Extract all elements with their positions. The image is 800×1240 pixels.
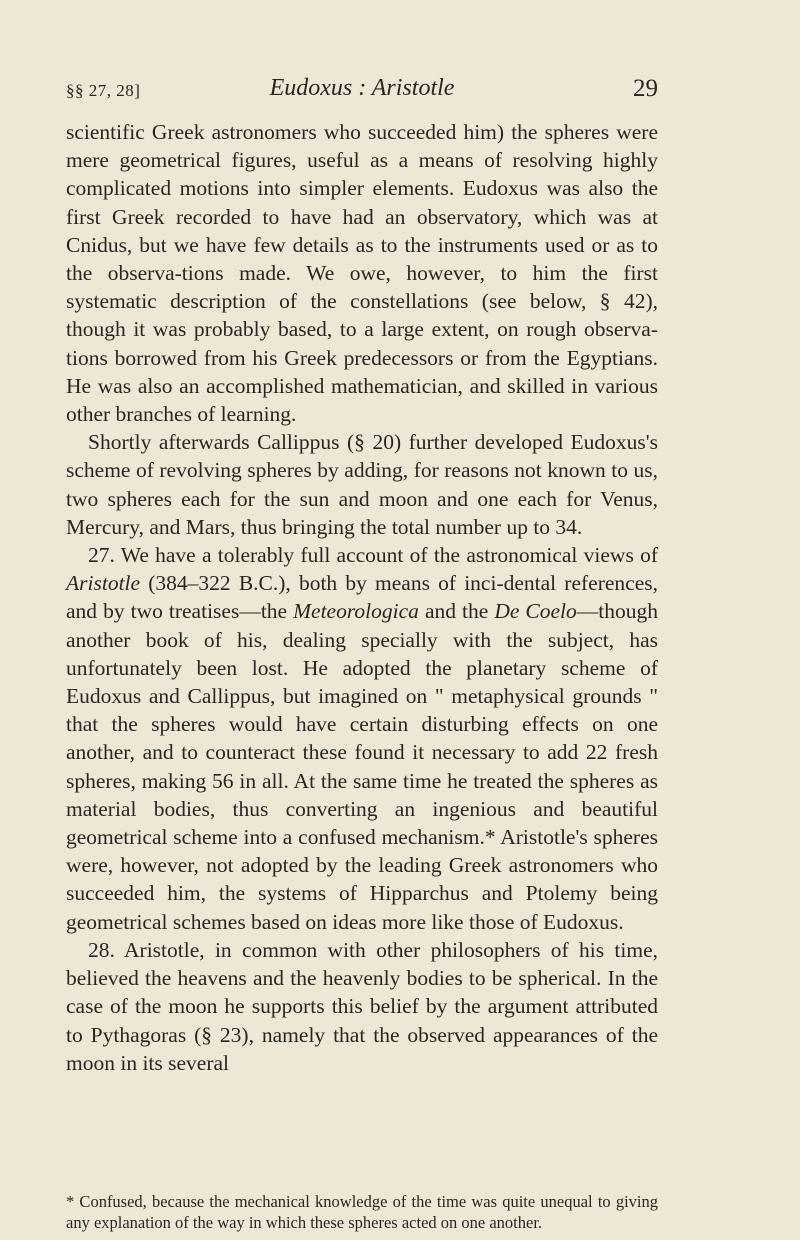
p27-text-2: (384–322 B.C.), both by means of inci-dental references, and by two treatises—the <box>66 571 658 624</box>
running-title: Eudoxus : Aristotle <box>269 75 455 101</box>
de-coelo-title: De Coelo <box>494 599 577 624</box>
body-text <box>66 118 658 1077</box>
paragraph-callippus: Shortly afterwards Callippus (§ 20) further developed Eudoxus's scheme of revolving spheres by adding, for reasons not known to us, two spheres each for the sun and moon and one each for Venus, Mercury, and Mars, thus bringing the total number up to 34. <box>66 430 658 539</box>
p27-text-1: 27. We have a tolerably full account of the astronomical views of <box>88 543 658 568</box>
meteorologica-title: Meteorologica <box>293 599 419 624</box>
paragraph-28-spherical: 28. Aristotle, in common with other philosophers of his time, believed the heavens and the heavenly bodies to be spherical. In the case of the moon he supports this belief by the argument attributed to Pythagoras (§ 23), namely that the observed appearances of the moon in its several <box>66 937 658 1075</box>
paragraph-eudoxus-continued: scientific Greek astronomers who succeeded him) the spheres were mere geometrical figures, useful as a means of resolving highly complicated motions into simpler elements. Eudoxus was also the first Greek recorded to have had an observatory, which was at Cnidus, but we have few details as to the instruments used or as to the observa-tions made. We owe, however, to him the first systematic description of the constellations (see below, § 42), though it was probably based, to a large extent, on rough observa-tions borrowed from his Greek predecessors or from the Egyptians. He was also an accomplished mathematician, and skilled in various other branches of learning. <box>66 120 658 427</box>
p27-text-3: and the <box>424 599 489 624</box>
aristotle-name: Aristotle <box>66 571 141 596</box>
section-reference: §§ 27, 28] <box>66 81 141 100</box>
footnote: * Confused, because the mechanical knowledge of the time was quite unequal to giving any explanation of the way in which these spheres acted on one another. <box>66 1192 658 1232</box>
page-header <box>66 75 658 109</box>
p27-text-4: —though another book of his, dealing specially with the subject, has unfortunately been lost. He adopted the planetary scheme of Eudoxus and Callippus, but imagined on " metaphysical grounds " that the spheres would have certain disturbing effects on one another, and to counteract these found it necessary to add 22 fresh spheres, making 56 in all. At the same time he treated the spheres as material bodies, thus converting an ingenious and beautiful geometrical scheme into a confused mechanism.* Aristotle's spheres were, however, not adopted by the leading Greek astronomers who succeeded him, the systems of Hipparchus and Ptolemy being geometrical schemes based on ideas more like those of Eudoxus. <box>66 599 658 934</box>
paragraph-27-aristotle <box>66 541 658 936</box>
page-number: 29 <box>633 75 658 102</box>
